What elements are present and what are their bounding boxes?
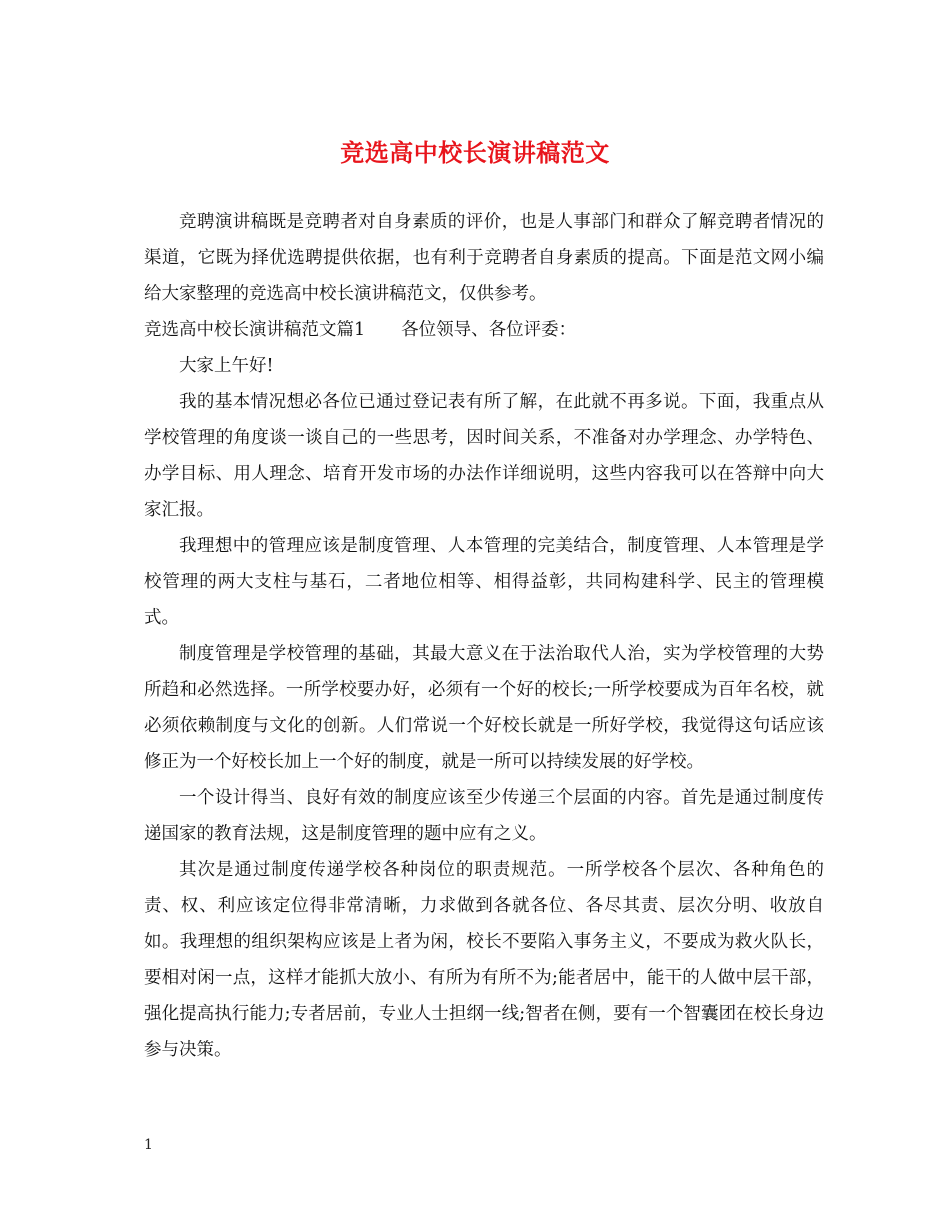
body-paragraph-2: 我理想中的管理应该是制度管理、人本管理的完美结合，制度管理、人本管理是学校管理的两大支柱与基石，二者地位相等、相得益彰，共同构建科学、民主的管理模式。 xyxy=(144,536,824,628)
section-heading: 竞选高中校长演讲稿范文篇1 xyxy=(144,320,366,340)
page-number: 1 xyxy=(144,1137,153,1153)
intro-paragraph: 竞聘演讲稿既是竞聘者对自身素质的评价，也是人事部门和群众了解竞聘者情况的渠道，它既为择优选聘提供依据，也有利于竞聘者自身素质的提高。下面是范文网小编给大家整理的竞选高中校长演讲稿范文，仅供参考。 xyxy=(144,212,824,304)
body-paragraph-1: 我的基本情况想必各位已通过登记表有所了解，在此就不再多说。下面，我重点从学校管理的角度谈一谈自己的一些思考，因时间关系，不准备对办学理念、办学特色、办学目标、用人理念、培育开发市场的办法作详细说明，这些内容我可以在答辩中向大家汇报。 xyxy=(144,392,824,520)
body-paragraph-3: 制度管理是学校管理的基础，其最大意义在于法治取代人治，实为学校管理的大势所趋和必然选择。一所学校要办好，必须有一个好的校长;一所学校要成为百年名校，就必须依赖制度与文化的创新。人们常说一个好校长就是一所好学校，我觉得这句话应该修正为一个好校长加上一个好的制度，就是一所可以持续发展的好学校。 xyxy=(144,644,824,772)
section-heading-line xyxy=(144,312,824,348)
section-salutation: 各位领导、各位评委： xyxy=(401,320,577,340)
body-paragraph-4: 一个设计得当、良好有效的制度应该至少传递三个层面的内容。首先是通过制度传递国家的教育法规，这是制度管理的题中应有之义。 xyxy=(144,788,824,844)
body-paragraph-5: 其次是通过制度传递学校各种岗位的职责规范。一所学校各个层次、各种角色的责、权、利应该定位得非常清晰，力求做到各就各位、各尽其责、层次分明、收放自如。我理想的组织架构应该是上者为闲，校长不要陷入事务主义，不要成为救火队长，要相对闲一点，这样才能抓大放小、有所为有所不为;能者居中，能干的人做中层干部，强化提高执行能力;专者居前，专业人士担纲一线;智者在侧，要有一个智囊团在校长身边参与决策。 xyxy=(144,860,824,1060)
document-title: 竞选高中校长演讲稿范文 xyxy=(340,138,610,167)
greeting: 大家上午好! xyxy=(179,356,274,376)
document-body xyxy=(144,204,824,1068)
